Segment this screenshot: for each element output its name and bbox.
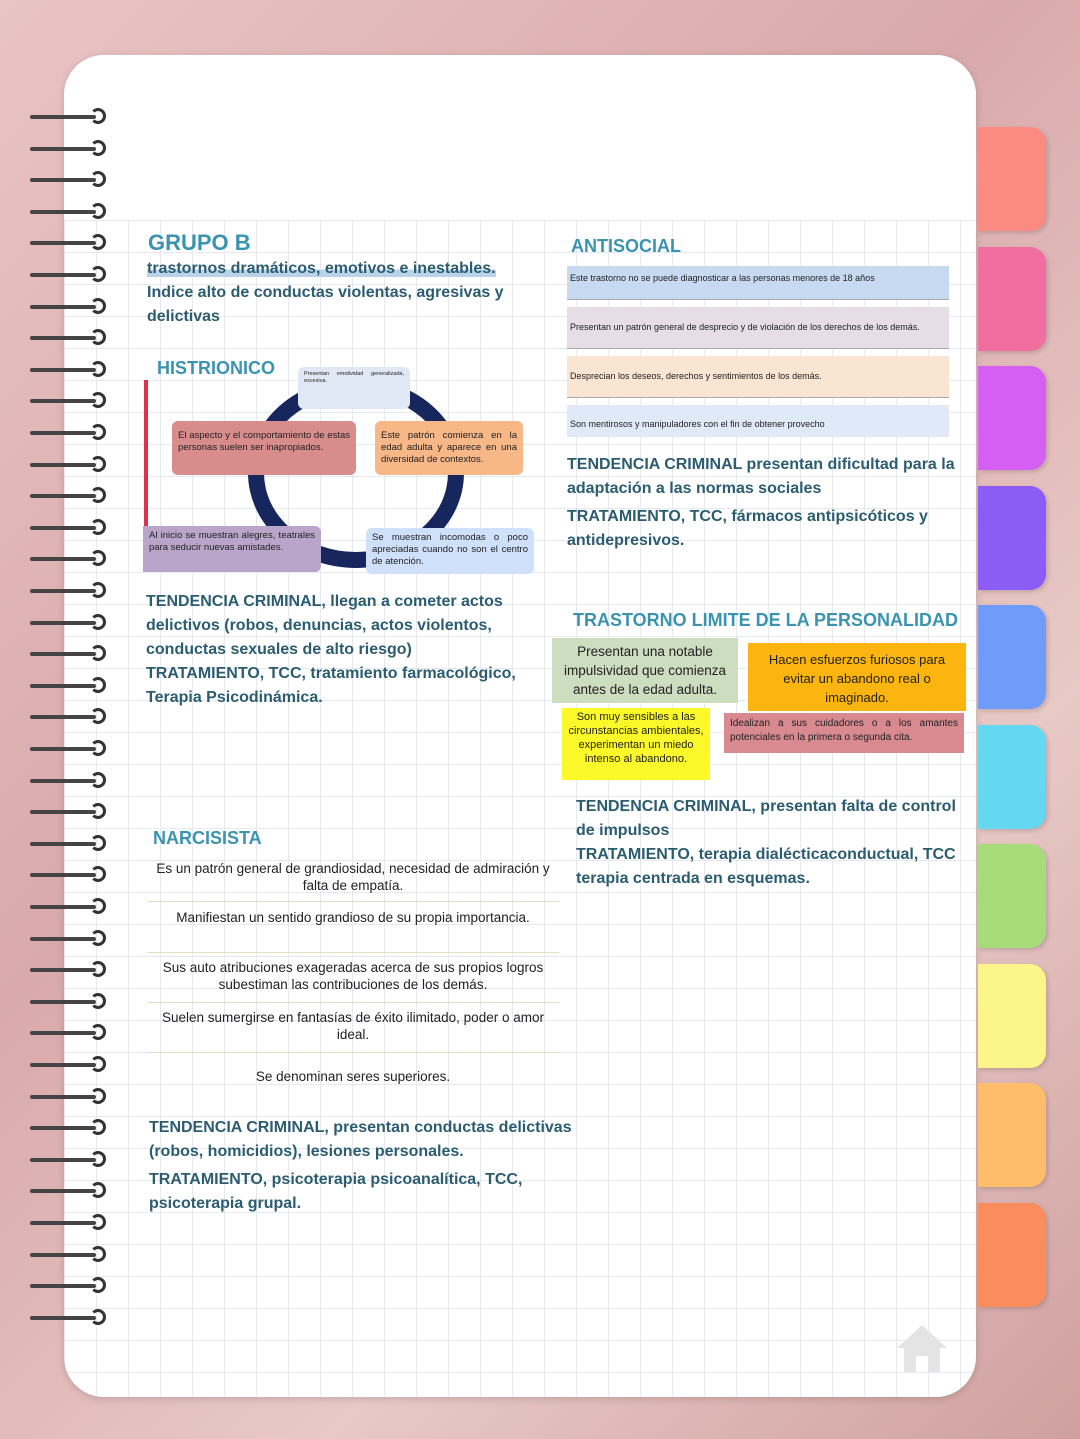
home-icon[interactable]: [895, 1322, 949, 1374]
binding-ring: [30, 1182, 110, 1200]
binding-ring: [30, 1088, 110, 1106]
limite-tratamiento: TRATAMIENTO, terapia dialécticaconductual, TCC terapia centrada en esquemas.: [576, 846, 956, 887]
group-desc: trastornos dramáticos, emotivos e inestables.: [147, 260, 496, 277]
binding-ring: [30, 1277, 110, 1295]
section-tab[interactable]: [978, 1083, 1046, 1187]
binding-ring: [30, 1246, 110, 1264]
binding-ring: [30, 519, 110, 537]
binding-ring: [30, 108, 110, 126]
section-tab[interactable]: [978, 725, 1046, 829]
section-tab[interactable]: [978, 247, 1046, 351]
binding-ring: [30, 234, 110, 252]
binding-ring: [30, 961, 110, 979]
antisocial-tendencia: TENDENCIA CRIMINAL presentan dificultad para la adaptación a las normas sociales: [567, 456, 955, 497]
section-tab[interactable]: [978, 844, 1046, 948]
group-desc-2: Indice alto de conductas violentas, agresivas y delictivas: [147, 284, 504, 325]
narcisista-item: Se denominan seres superiores.: [255, 1069, 451, 1084]
histrionico-tendencia: TENDENCIA CRIMINAL, llegan a cometer actos delictivos (robos, denuncias, actos violentos, conductas sexuales de alto riesgo): [146, 593, 503, 658]
diagram-box: Al inicio se muestran alegres, teatrales para seducir nuevas amistades.: [143, 526, 321, 572]
binding-ring: [30, 772, 110, 790]
binding-ring: [30, 1024, 110, 1042]
section-tab[interactable]: [978, 127, 1046, 231]
binding-ring: [30, 171, 110, 189]
section-tab[interactable]: [978, 486, 1046, 590]
histrionico-title: HISTRIONICO: [157, 358, 276, 378]
section-tab[interactable]: [978, 605, 1046, 709]
narcisista-item: Manifiestan un sentido grandioso de su propia importancia.: [147, 909, 559, 953]
diagram-box: El aspecto y el comportamiento de estas personas suelen ser inapropiados.: [172, 421, 356, 475]
binding-ring: [30, 203, 110, 221]
binding-ring: [30, 614, 110, 632]
binding-ring: [30, 866, 110, 884]
binding-ring: [30, 550, 110, 568]
binding-ring: [30, 140, 110, 158]
binding-ring: [30, 1119, 110, 1137]
binding-ring: [30, 1309, 110, 1327]
binding-ring: [30, 1214, 110, 1232]
limite-item: Presentan una notable impulsividad que comienza antes de la edad adulta.: [552, 638, 738, 703]
binding-ring: [30, 329, 110, 347]
binding-ring: [30, 424, 110, 442]
binding-ring: [30, 1056, 110, 1074]
binding-ring: [30, 898, 110, 916]
diagram-box: Este patrón comienza en la edad adulta y aparece en una diversidad de contextos.: [375, 421, 523, 475]
limite-item: Hacen esfuerzos furiosos para evitar un abandono real o imaginado.: [748, 643, 966, 711]
binding-ring: [30, 361, 110, 379]
antisocial-item: Presentan un patrón general de desprecio y de violación de los derechos de los demás.: [567, 307, 949, 349]
narcisista-item: Suelen sumergirse en fantasías de éxito ilimitado, poder o amor ideal.: [147, 1009, 559, 1053]
binding-ring: [30, 456, 110, 474]
binding-ring: [30, 803, 110, 821]
diagram-box: Presentan emotividad generalizada, excesiva.: [298, 367, 410, 409]
narcisista-title: NARCISISTA: [153, 828, 262, 848]
narcisista-item: Sus auto atribuciones exageradas acerca de sus propios logros subestiman las contribuciones de los demás.: [147, 959, 559, 1003]
narcisista-tendencia: TENDENCIA CRIMINAL, presentan conductas delictivas (robos, homicidios), lesiones personales.: [149, 1119, 572, 1160]
binding-ring: [30, 487, 110, 505]
binding-ring: [30, 392, 110, 410]
section-tab[interactable]: [978, 366, 1046, 470]
binding-ring: [30, 835, 110, 853]
binding-ring: [30, 740, 110, 758]
antisocial-item: Este trastorno no se puede diagnosticar a las personas menores de 18 años: [567, 266, 949, 300]
limite-tendencia: TENDENCIA CRIMINAL, presentan falta de control de impulsos: [576, 798, 956, 839]
binding-ring: [30, 708, 110, 726]
binding-ring: [30, 582, 110, 600]
antisocial-item: Son mentirosos y manipuladores con el fin de obtener provecho: [567, 405, 949, 437]
binding-ring: [30, 1151, 110, 1169]
binding-ring: [30, 298, 110, 316]
limite-item: Son muy sensibles a las circunstancias ambientales, experimentan un miedo intenso al abandono.: [562, 708, 710, 780]
section-tab[interactable]: [978, 1203, 1046, 1307]
binding-ring: [30, 266, 110, 284]
histrionico-tratamiento: TRATAMIENTO, TCC, tratamiento farmacológico, Terapia Psicodinámica.: [146, 665, 516, 706]
limite-item: Idealizan a sus cuidadores o a los amantes potenciales en la primera o segunda cita.: [724, 713, 964, 753]
diagram-box: Se muestran incomodas o poco apreciadas cuando no son el centro de atención.: [366, 528, 534, 574]
binding-ring: [30, 930, 110, 948]
antisocial-title: ANTISOCIAL: [571, 236, 681, 256]
section-tab[interactable]: [978, 964, 1046, 1068]
binding-ring: [30, 993, 110, 1011]
antisocial-tratamiento: TRATAMIENTO, TCC, fármacos antipsicóticos y antidepresivos.: [567, 508, 928, 549]
antisocial-item: Desprecian los deseos, derechos y sentimientos de los demás.: [567, 356, 949, 398]
narcisista-tratamiento: TRATAMIENTO, psicoterapia psicoanalítica, TCC, psicoterapia grupal.: [149, 1171, 523, 1212]
binding-ring: [30, 677, 110, 695]
narcisista-item: Es un patrón general de grandiosidad, necesidad de admiración y falta de empatía.: [147, 860, 559, 902]
limite-title: TRASTORNO LIMITE DE LA PERSONALIDAD: [573, 610, 959, 630]
binding-ring: [30, 645, 110, 663]
group-title: GRUPO B: [148, 230, 251, 255]
